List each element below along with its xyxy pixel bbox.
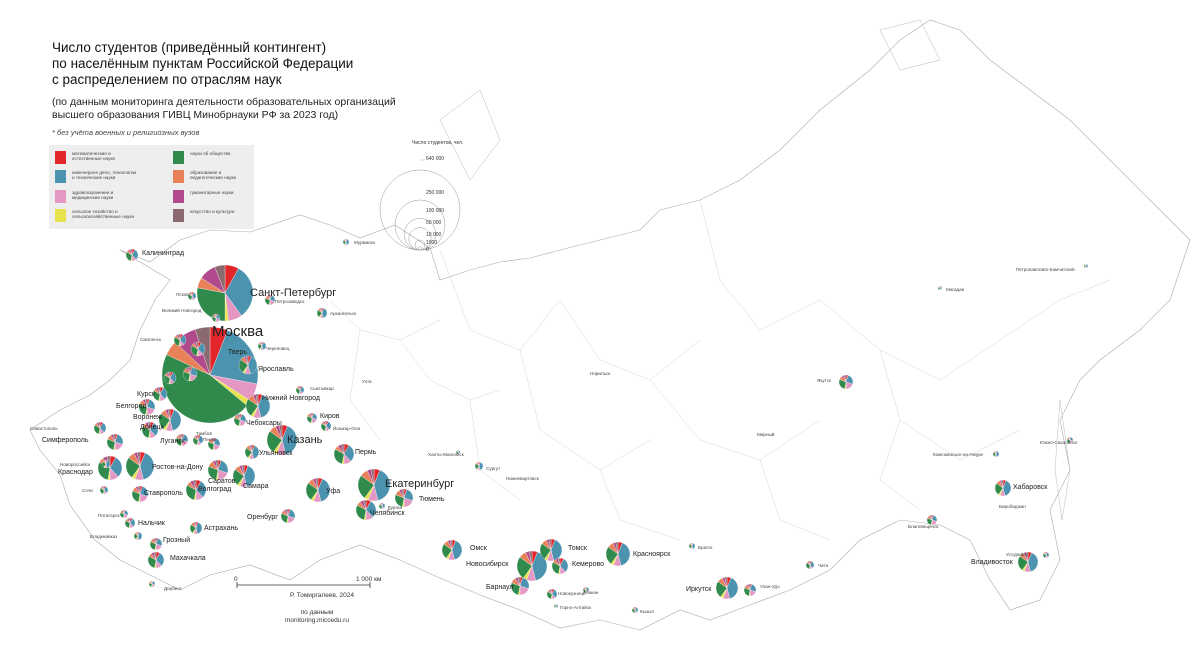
pie-cheboksary bbox=[234, 414, 246, 426]
legend-swatch bbox=[173, 151, 184, 164]
city-label-lugansk: Луганск bbox=[160, 438, 185, 445]
scale-max: 1 000 км bbox=[356, 576, 382, 583]
city-label-donetsk: Донецк bbox=[140, 424, 164, 431]
size-label: 640 000 bbox=[426, 156, 445, 162]
legend-item-engineering bbox=[55, 170, 137, 183]
city-label-saratov: Саратов bbox=[208, 478, 236, 485]
legend-swatch bbox=[55, 190, 66, 203]
size-label: 250 000 bbox=[426, 190, 445, 196]
pie-novorossiysk bbox=[102, 460, 110, 468]
region-border bbox=[400, 340, 500, 400]
city-label-tyumen: Тюмень bbox=[419, 496, 445, 503]
city-label-moscow: Москва bbox=[212, 323, 264, 340]
pie-makhachkala bbox=[148, 552, 164, 568]
pie-magadan bbox=[938, 286, 942, 290]
pie-petropavlovsk bbox=[1084, 264, 1088, 268]
city-label-sochi: Сочи bbox=[82, 488, 93, 493]
city-label-volgograd: Волгоград bbox=[198, 486, 232, 493]
region-border bbox=[880, 420, 920, 510]
city-label-voronezh: Воронеж bbox=[133, 414, 162, 421]
city-label-bratsk: Братск bbox=[698, 545, 713, 550]
city-label-chita: Чита bbox=[818, 563, 829, 568]
city-label-makhachkala: Махачкала bbox=[170, 555, 206, 562]
legend-item-humanities bbox=[173, 190, 255, 203]
city-label-kazan: Казань bbox=[287, 434, 323, 446]
city-label-pyatigorsk: Пятигорск bbox=[98, 513, 120, 518]
pie-astrakhan bbox=[190, 522, 202, 534]
pie-spb bbox=[197, 265, 253, 321]
pie-ussuriysk bbox=[1043, 552, 1049, 558]
legend-label: сельское хозяйство и сельскохозяйственные науки bbox=[72, 209, 135, 220]
city-label-khmansiysk: Ханты-Мансийск bbox=[428, 452, 464, 457]
pie-cherepovets bbox=[258, 342, 266, 350]
city-label-ukhta: Ухта bbox=[362, 379, 372, 384]
pie-nalchik bbox=[125, 518, 135, 528]
city-label-norilsk: Норильск bbox=[590, 371, 611, 376]
pie-tomsk bbox=[540, 539, 562, 561]
city-label-rostov: Ростов-на-Дону bbox=[152, 464, 203, 471]
city-label-petropavlovsk: Петропавловск-Камчатский bbox=[1016, 267, 1075, 272]
pie-krasnoyarsk bbox=[606, 542, 630, 566]
city-label-smolensk: Смоленск bbox=[140, 337, 162, 342]
pie-kaliningrad bbox=[126, 249, 138, 261]
city-label-vladivostok: Владивосток bbox=[971, 559, 1013, 566]
city-label-khabarovsk: Хабаровск bbox=[1013, 484, 1048, 491]
pie-khabarovsk bbox=[995, 480, 1011, 496]
city-label-cheboksary: Чебоксары bbox=[246, 420, 282, 427]
pie-orenburg bbox=[281, 509, 295, 523]
pie-bryansk bbox=[164, 372, 176, 384]
legend-label: гуманитарные науки bbox=[190, 190, 234, 195]
size-legend-circle bbox=[418, 247, 421, 250]
city-label-tomsk: Томск bbox=[568, 545, 587, 552]
city-label-orenburg: Оренбург bbox=[247, 514, 278, 521]
legend-label: здравоохранение и медицинские науки bbox=[72, 190, 114, 201]
legend-item-math bbox=[55, 151, 137, 164]
city-label-chelyabinsk: Челябинск bbox=[370, 510, 405, 517]
city-label-stavropol: Ставрополь bbox=[144, 490, 183, 497]
size-legend-circle bbox=[380, 170, 460, 250]
map-title: Число студентов (приведённый контингент) по населённым пунктам Российской Федерации с распределением по отраслям наук bbox=[52, 40, 354, 87]
size-label: 1000 bbox=[426, 240, 438, 246]
city-label-spb: Санкт-Петербург bbox=[250, 287, 337, 299]
city-label-kirov: Киров bbox=[320, 413, 340, 420]
source: по данным monitoring.miccedu.ru bbox=[285, 609, 349, 624]
pie-kaluga bbox=[183, 367, 197, 381]
pie-yakutsk bbox=[839, 375, 853, 389]
region-border bbox=[470, 400, 520, 500]
pie-pskov bbox=[188, 292, 196, 300]
legend-item-social bbox=[173, 151, 255, 164]
pie-yoshkar bbox=[321, 421, 331, 431]
region-border bbox=[440, 250, 560, 350]
legend-swatch bbox=[173, 190, 184, 203]
city-label-vnovgorod: Великий Новгород bbox=[162, 308, 202, 313]
pie-yaroslavl bbox=[239, 356, 257, 374]
map-subtitle: (по данным мониторинга деятельности образовательных организаций высшего образования ГИВЦ Минобрнауки РФ за 2023 год) bbox=[52, 96, 396, 121]
pie-pyatigorsk bbox=[120, 510, 128, 518]
city-label-ekaterinburg: Екатеринбург bbox=[385, 478, 455, 490]
city-label-cherepovets: Череповец bbox=[266, 346, 290, 351]
city-label-novokuznetsk: Новокузнецк bbox=[558, 591, 586, 596]
pie-komsomolsk bbox=[993, 451, 999, 457]
city-label-pskov: Псков bbox=[176, 292, 189, 297]
pie-tver bbox=[191, 342, 205, 356]
pie-chita bbox=[806, 561, 814, 569]
pie-kyzyl bbox=[632, 607, 638, 613]
pie-slice bbox=[197, 288, 225, 321]
pie-simferopol bbox=[107, 434, 123, 450]
pie-kirov bbox=[307, 413, 317, 423]
city-label-omsk: Омск bbox=[470, 545, 487, 552]
legend-label: инженерное дело, технологии и технические науки bbox=[72, 170, 137, 181]
city-label-kyzyl: Кызыл bbox=[640, 609, 655, 614]
city-label-grozny: Грозный bbox=[163, 537, 191, 544]
city-label-ulyanovsk: Ульяновск bbox=[259, 450, 293, 457]
city-label-murmansk: Мурманск bbox=[354, 240, 376, 245]
pie-surgut bbox=[475, 462, 483, 470]
legend bbox=[49, 145, 254, 229]
city-label-kurgan: Курган bbox=[388, 505, 403, 510]
legend-item-health bbox=[55, 190, 137, 203]
legend-label: искусство и культура bbox=[190, 209, 235, 214]
pie-smolensk bbox=[174, 334, 186, 346]
city-label-ulanude: Улан-Удэ bbox=[760, 584, 780, 589]
city-label-nalchik: Нальчик bbox=[138, 520, 165, 527]
city-label-mirny: Мирный bbox=[757, 432, 775, 437]
region-border bbox=[350, 330, 380, 440]
pie-novokuznetsk bbox=[547, 589, 557, 599]
pie-kursk bbox=[153, 387, 167, 401]
city-label-tambov: Тамбов bbox=[196, 431, 212, 436]
size-legend-title: Число студентов, чел. bbox=[412, 140, 464, 146]
region-border bbox=[700, 200, 820, 330]
pie-arkhangelsk bbox=[317, 308, 327, 318]
legend-item-arts bbox=[173, 209, 255, 222]
region-border bbox=[560, 300, 700, 380]
pie-rostov bbox=[126, 452, 154, 480]
city-label-magadan: Магадан bbox=[946, 287, 965, 292]
city-label-nvartovsk: Нижневартовск bbox=[506, 476, 539, 481]
size-label: 50 000 bbox=[426, 220, 442, 226]
region-border bbox=[650, 380, 820, 460]
city-label-tver: Тверь bbox=[228, 349, 248, 356]
city-label-irkutsk: Иркутск bbox=[686, 586, 712, 593]
city-label-yuzhno: Южно-Сахалинск bbox=[1040, 440, 1078, 445]
region-border bbox=[760, 460, 830, 540]
pie-vnovgorod bbox=[212, 314, 220, 322]
pie-sevastopol bbox=[94, 422, 106, 434]
city-label-krasnodar: Краснодар bbox=[58, 469, 93, 476]
region-border bbox=[1000, 280, 1110, 340]
legend-label: математические и естественные науки bbox=[72, 151, 115, 162]
legend-swatch bbox=[173, 170, 184, 183]
city-label-kemerovo: Кемерово bbox=[572, 561, 604, 568]
legend-swatch bbox=[55, 170, 66, 183]
city-label-sevastopol: Севастополь bbox=[30, 426, 58, 431]
pie-gornoaltaysk bbox=[554, 604, 558, 608]
arctic-island bbox=[880, 20, 940, 70]
size-label: 0 bbox=[426, 247, 429, 253]
pie-ulyanovsk bbox=[245, 445, 259, 459]
legend-swatch bbox=[173, 209, 184, 222]
city-label-belgorod: Белгород bbox=[116, 403, 147, 410]
city-label-syktyvkar: Сыктывкар bbox=[310, 386, 334, 391]
legend-label: науки об обществе bbox=[190, 151, 231, 156]
pie-kemerovo bbox=[552, 558, 568, 574]
size-label: 100 000 bbox=[426, 208, 445, 214]
city-label-perm: Пермь bbox=[355, 449, 377, 456]
city-label-simferopol: Симферополь bbox=[42, 437, 89, 444]
city-label-krasnoyarsk: Красноярск bbox=[633, 551, 671, 558]
city-label-astrakhan: Астрахань bbox=[204, 525, 238, 532]
pie-derbent bbox=[149, 581, 155, 587]
city-label-ussuriysk: Уссурийск bbox=[1006, 552, 1028, 557]
region-border bbox=[520, 350, 650, 470]
pie-bratsk bbox=[689, 543, 695, 549]
city-label-novosibirsk: Новосибирск bbox=[466, 561, 509, 568]
pie-syktyvkar bbox=[296, 386, 304, 394]
city-label-gornoaltaysk: Горно-Алтайск bbox=[560, 605, 592, 610]
pie-saratov bbox=[208, 460, 228, 480]
city-label-vladikavkaz: Владикавказ bbox=[90, 534, 118, 539]
city-label-yoshkar: Йошкар-Ола bbox=[333, 426, 361, 431]
city-label-petrozavodsk: Петрозаводск bbox=[275, 299, 305, 304]
city-label-derbent: Дербент bbox=[164, 586, 182, 591]
city-label-samara: Самара bbox=[243, 483, 269, 490]
city-label-ufa: Уфа bbox=[326, 488, 341, 495]
city-label-barnaul: Барнаул bbox=[486, 584, 514, 591]
city-label-yakutsk: Якутск bbox=[817, 378, 832, 383]
pie-barnaul bbox=[511, 577, 529, 595]
region-border bbox=[880, 350, 1020, 460]
legend-label: образование и педагогические науки bbox=[190, 170, 237, 181]
pie-tambov bbox=[193, 435, 203, 445]
pie-irkutsk bbox=[716, 577, 738, 599]
city-label-penza: Пенза bbox=[203, 437, 217, 442]
city-label-birobidzhan: Биробиджан bbox=[999, 504, 1026, 509]
city-label-kaliningrad: Калининград bbox=[142, 250, 185, 257]
pie-kurgan bbox=[379, 503, 385, 509]
city-label-arkhangelsk: Архангельск bbox=[330, 311, 357, 316]
legend-swatch bbox=[55, 209, 66, 222]
city-label-novorossiysk: Новороссийск bbox=[60, 462, 90, 467]
size-label: 10 000 bbox=[426, 232, 442, 238]
pie-vladikavkaz bbox=[134, 532, 142, 540]
city-label-blagoveshchensk: Благовещенск bbox=[908, 524, 939, 529]
pie-sochi bbox=[100, 486, 108, 494]
credit: Р. Томиргалеев, 2024 bbox=[290, 592, 354, 599]
city-label-komsomolsk: Комсомольск-на-Амуре bbox=[933, 452, 984, 457]
legend-item-education bbox=[173, 170, 255, 183]
scale-zero: 0 bbox=[234, 576, 238, 583]
pie-perm bbox=[334, 444, 354, 464]
city-label-nnovgorod: Нижний Новгород bbox=[262, 395, 320, 402]
pie-grozny bbox=[150, 538, 162, 550]
region-border bbox=[600, 470, 680, 540]
pie-omsk bbox=[442, 540, 462, 560]
pie-ulanude bbox=[744, 584, 756, 596]
pie-krasnodar bbox=[98, 456, 122, 480]
legend-item-agriculture bbox=[55, 209, 137, 222]
city-label-kursk: Курск bbox=[137, 391, 155, 398]
city-label-surgut: Сургут bbox=[486, 466, 501, 471]
pie-murmansk bbox=[343, 239, 349, 245]
region-border bbox=[820, 300, 1000, 380]
city-label-yaroslavl: Ярославль bbox=[258, 366, 294, 373]
region-border bbox=[330, 300, 440, 340]
city-label-abakan: Абакан bbox=[583, 590, 599, 595]
footnote: * без учёта военных и религиозных вузов bbox=[52, 128, 200, 137]
legend-swatch bbox=[55, 151, 66, 164]
